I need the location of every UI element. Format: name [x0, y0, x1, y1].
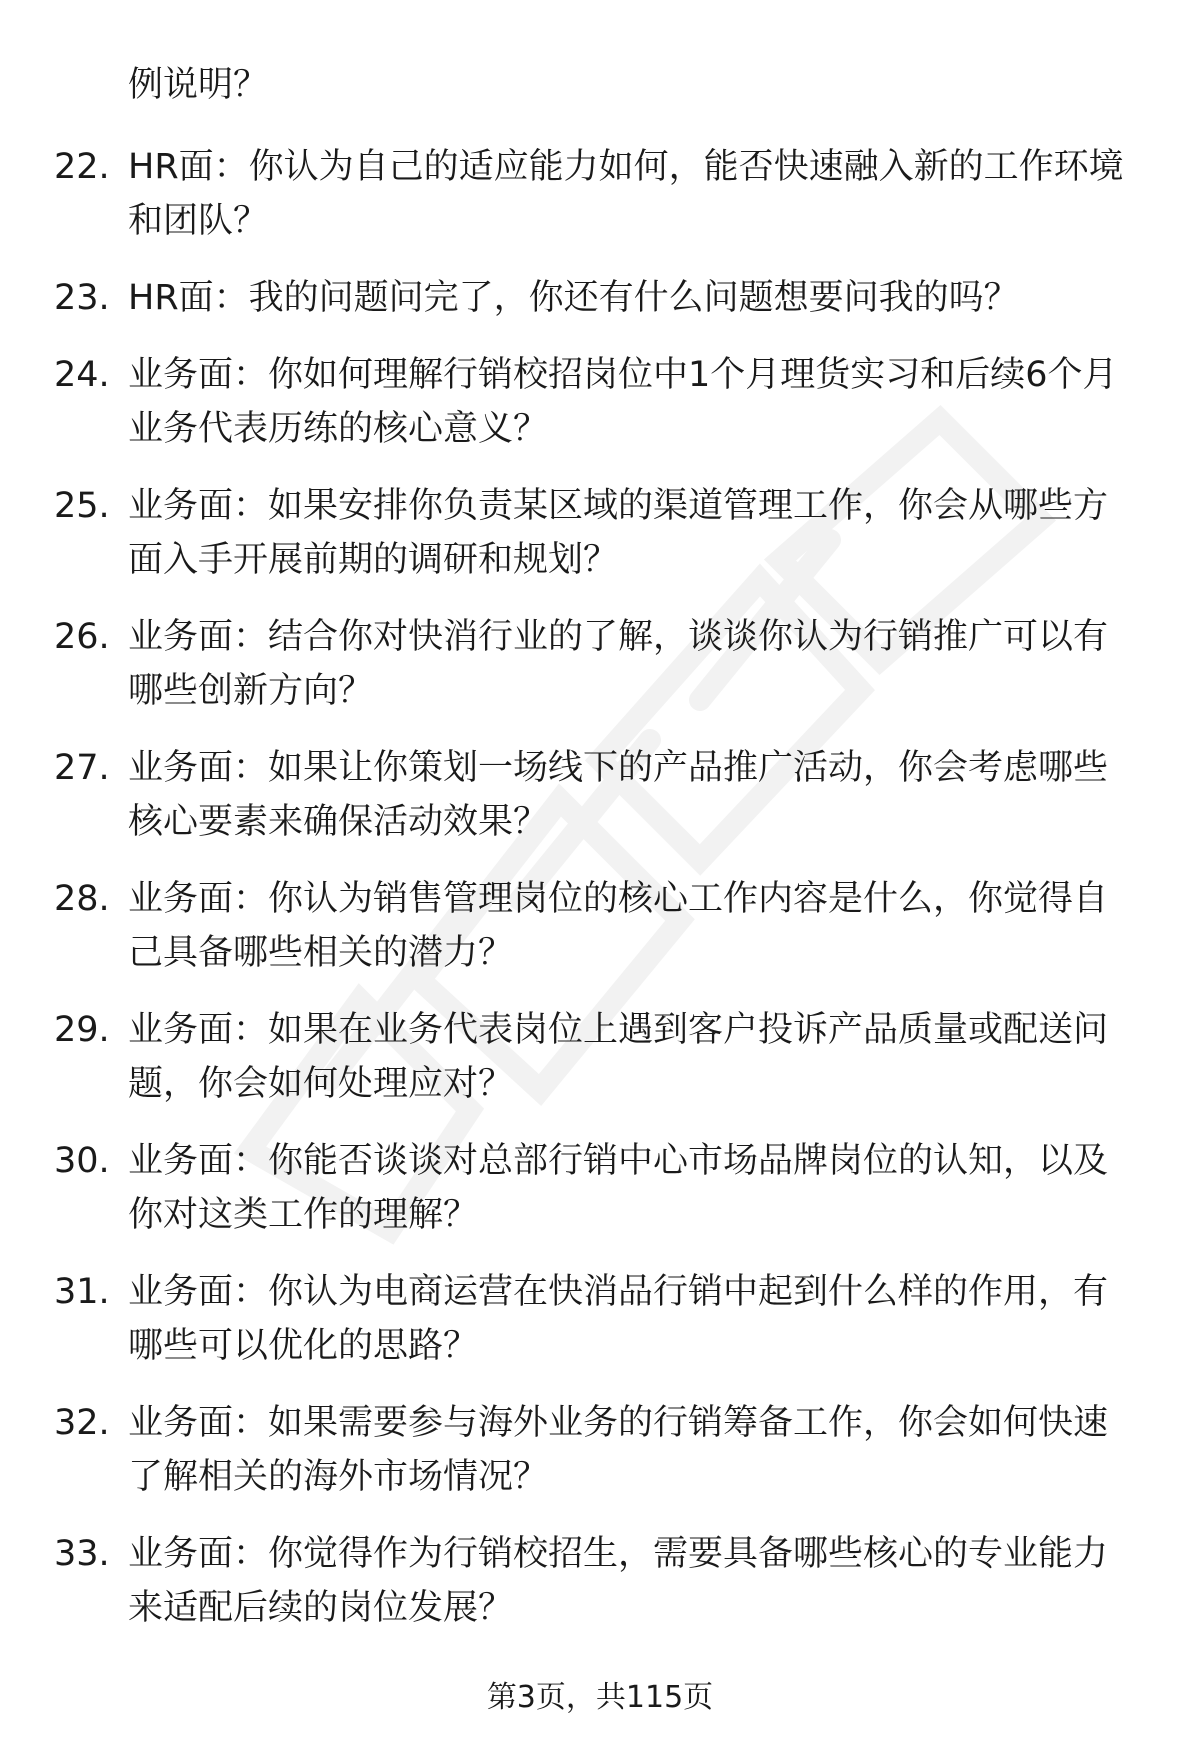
question-number: 27. — [54, 748, 110, 788]
page-footer: 第3页，共115页 — [486, 1680, 714, 1715]
question-line: 你对这类工作的理解？ — [128, 1195, 479, 1235]
question-line: 哪些可以优化的思路？ — [128, 1326, 479, 1366]
list-item — [0, 1527, 1200, 1635]
question-line: HR面：你认为自己的适应能力如何，能否快速融入新的工作环境 — [128, 147, 1124, 187]
list-item — [0, 741, 1200, 849]
list-item — [0, 271, 1200, 325]
question-text — [128, 610, 1158, 718]
question-line: 业务面：如果让你策划一场线下的产品推广活动，你会考虑哪些 — [128, 748, 1109, 788]
list-item — [0, 610, 1200, 718]
question-line: 业务面：如果在业务代表岗位上遇到客户投诉产品质量或配送问 — [128, 1010, 1109, 1050]
continuation-text: 例说明？ — [128, 65, 269, 105]
question-line: 核心要素来确保活动效果？ — [128, 802, 549, 842]
question-number: 33. — [54, 1534, 110, 1574]
question-line: 题，你会如何处理应对？ — [128, 1064, 514, 1104]
question-text — [128, 1527, 1158, 1635]
question-line: 业务面：你认为销售管理岗位的核心工作内容是什么，你觉得自 — [128, 879, 1109, 919]
question-number: 32. — [54, 1403, 110, 1443]
question-text — [128, 479, 1158, 587]
question-line: 业务面：你觉得作为行销校招生，需要具备哪些核心的专业能力 — [128, 1534, 1109, 1574]
question-line: 了解相关的海外市场情况？ — [128, 1457, 549, 1497]
list-item — [0, 479, 1200, 587]
question-line: 己具备哪些相关的潜力？ — [128, 933, 514, 973]
question-number: 24. — [54, 355, 110, 395]
question-text — [128, 348, 1158, 456]
question-number: 26. — [54, 617, 110, 657]
list-item — [0, 348, 1200, 456]
question-line: 业务面：如果安排你负责某区域的渠道管理工作，你会从哪些方 — [128, 486, 1109, 526]
question-line: 业务面：如果需要参与海外业务的行销筹备工作，你会如何快速 — [128, 1403, 1109, 1443]
question-line: 哪些创新方向？ — [128, 671, 374, 711]
list-item — [0, 1134, 1200, 1242]
question-number: 31. — [54, 1272, 110, 1312]
question-line: 业务面：你能否谈谈对总部行销中心市场品牌岗位的认知，以及 — [128, 1141, 1109, 1181]
question-number: 29. — [54, 1010, 110, 1050]
question-line: 业务面：你认为电商运营在快消品行销中起到什么样的作用，有 — [128, 1272, 1109, 1312]
question-text — [128, 872, 1158, 980]
question-number: 25. — [54, 486, 110, 526]
question-line: 业务代表历练的核心意义？ — [128, 409, 549, 449]
question-number: 30. — [54, 1141, 110, 1181]
question-number: 28. — [54, 879, 110, 919]
question-line: 业务面：你如何理解行销校招岗位中1个月理货实习和后续6个月 — [128, 355, 1118, 395]
question-line: 业务面：结合你对快消行业的了解，谈谈你认为行销推广可以有 — [128, 617, 1109, 657]
question-line: 和团队？ — [128, 201, 269, 241]
question-text — [128, 1265, 1158, 1373]
question-text — [128, 1396, 1158, 1504]
list-item — [0, 1396, 1200, 1504]
question-line: HR面：我的问题问完了，你还有什么问题想要问我的吗？ — [128, 278, 1019, 318]
question-line: 来适配后续的岗位发展？ — [128, 1588, 514, 1628]
question-line: 面入手开展前期的调研和规划？ — [128, 540, 619, 580]
question-number: 23. — [54, 278, 110, 318]
list-item — [0, 140, 1200, 248]
list-item — [0, 872, 1200, 980]
question-list — [0, 140, 1200, 1658]
question-text — [128, 1003, 1158, 1111]
list-item — [0, 1265, 1200, 1373]
question-text — [128, 741, 1158, 849]
list-item — [0, 1003, 1200, 1111]
question-number: 22. — [54, 147, 110, 187]
question-text — [128, 140, 1158, 248]
question-text — [128, 271, 1158, 325]
question-text — [128, 1134, 1158, 1242]
